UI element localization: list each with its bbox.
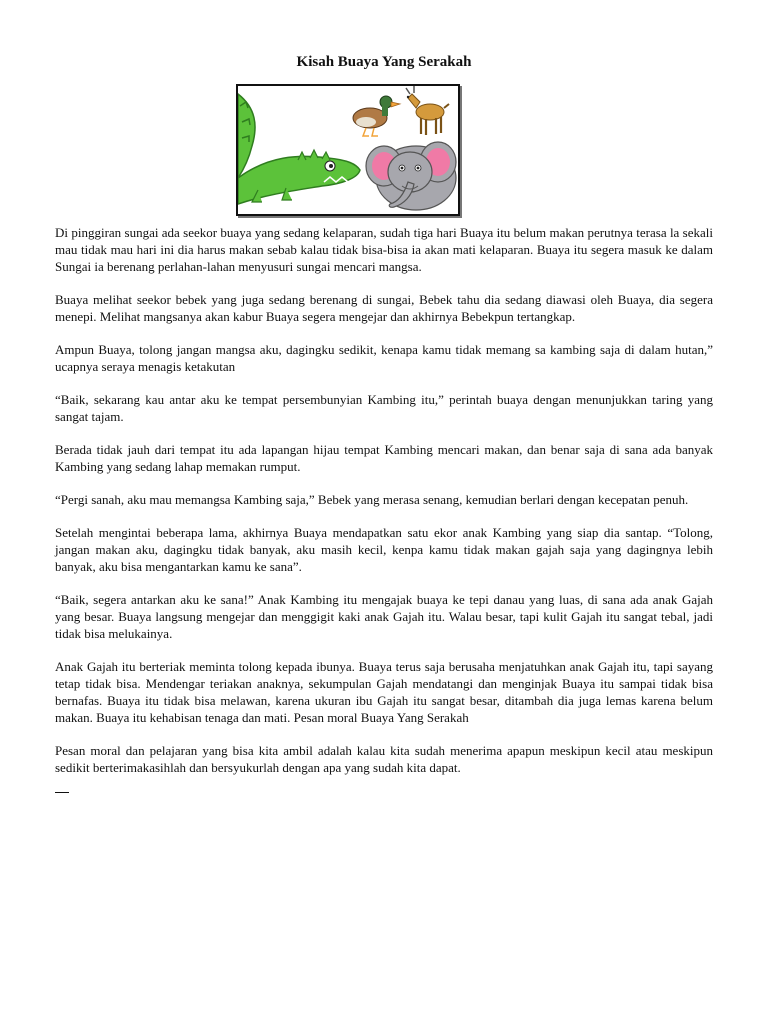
page-title: Kisah Buaya Yang Serakah (296, 54, 472, 70)
story-paragraph: “Pergi sanah, aku mau memangsa Kambing saja,” Bebek yang merasa senang, kemudian berlari dengan kecepatan penuh. (55, 492, 689, 507)
story-paragraph: Di pinggiran sungai ada seekor buaya yang sedang kelaparan, sudah tiga hari Buaya itu belum makan perutnya terasa la sekali mau tidak mau hari ini dia harus makan sebab kalau tidak bisa-bisa ia akan mati kelaparan. Buaya itu segera masuk ke dalam Sungai ia berenang perlahan-lahan menyusuri sungai mencari mangsa. (55, 225, 713, 274)
story-illustration (236, 84, 460, 216)
story-paragraph: Anak Gajah itu berteriak meminta tolong kepada ibunya. Buaya terus saja berusaha menjatuhkan anak Gajah itu, tapi sayang tetap tidak bisa. Mendengar teriakan anaknya, sekumpulan Gajah mendatangi dan menginjak Buaya itu sampai tidak bisa bernafas. Buaya itu tidak bisa melawan, karena ukuran ibu Gajah itu sangat besar, ditambah dia juga lemas karena belum makan. Buaya itu kehabisan tenaga dan mati. Pesan moral Buaya Yang Serakah (55, 659, 713, 725)
crocodile-image (238, 94, 360, 204)
story-paragraph: “Baik, sekarang kau antar aku ke tempat persembunyian Kambing itu,” perintah buaya dengan menunjukkan taring yang sangat tajam. (55, 392, 713, 424)
story-paragraph: Ampun Buaya, tolong jangan mangsa aku, dagingku sedikit, kenapa kamu tidak memang sa kambing saja di dalam hutan,” ucapnya seraya menagis ketakutan (55, 342, 713, 374)
story-paragraph: Buaya melihat seekor bebek yang juga sedang berenang di sungai, Bebek tahu dia sedang diawasi oleh Buaya, dia segera menepi. Melihat mangsanya akan kabur Buaya segera mengejar dan akhirnya Bebekpun tertangkap. (55, 292, 713, 324)
end-divider (55, 792, 69, 793)
elephant-image (366, 142, 456, 210)
goat-image (406, 86, 449, 135)
story-paragraph: Pesan moral dan pelajaran yang bisa kita ambil adalah kalau kita sudah menerima apapun meskipun kecil atau meskipun sedikit berterimakasihlah dan bersyukurlah dengan apa yang sudah kita dapat. (55, 743, 713, 775)
animals-illustration (238, 86, 458, 214)
story-paragraph: Setelah mengintai beberapa lama, akhirnya Buaya mendapatkan satu ekor anak Kambing yang siap dia santap. “Tolong, jangan makan aku, dagingku tidak banyak, aku masih kecil, kenpa kamu tidak makan gajah saja yang dagingnya lebih banyak, aku bisa mengantarkan kamu ke sana”. (55, 525, 713, 574)
story-paragraph: “Baik, segera antarkan aku ke sana!” Anak Kambing itu mengajak buaya ke tepi danau yang luas, di sana ada anak Gajah yang besar. Buaya langsung mengejar dan menggigit kaki anak Gajah itu. Walau besar, tapi kulit Gajah itu sangat tebal, jadi tidak bisa melukainya. (55, 592, 713, 641)
story-paragraph: Berada tidak jauh dari tempat itu ada lapangan hijau tempat Kambing mencari makan, dan benar saja di sana ada banyak Kambing yang sedang lahap memakan rumput. (55, 442, 713, 474)
story-body (55, 224, 713, 776)
duck-image (353, 96, 400, 136)
